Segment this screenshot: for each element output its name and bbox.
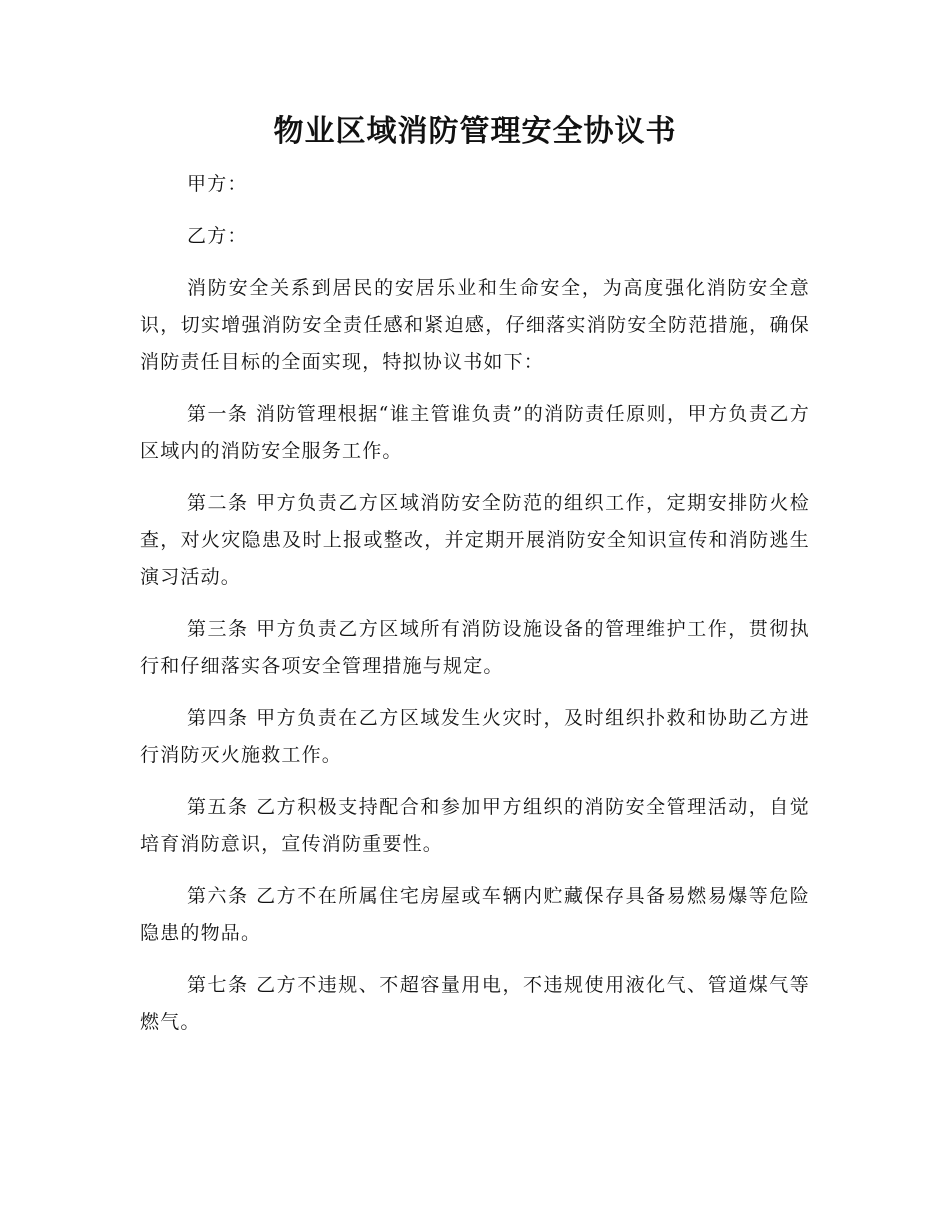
intro-paragraph: 消防安全关系到居民的安居乐业和生命安全，为高度强化消防安全意识，切实增强消防安全责任感和紧迫感，仔细落实消防安全防范措施，确保消防责任目标的全面实现，特拟协议书如下： (140, 277, 810, 373)
article-4: 第四条 甲方负责在乙方区域发生火灾时，及时组织扑救和协助乙方进行消防灭火施救工作。 (140, 707, 810, 766)
article-5: 第五条 乙方积极支持配合和参加甲方组织的消防安全管理活动，自觉培育消防意识，宣传消防重要性。 (140, 796, 810, 855)
article-7: 第七条 乙方不违规、不超容量用电，不违规使用液化气、管道煤气等燃气。 (140, 974, 810, 1033)
article-1: 第一条 消防管理根据“谁主管谁负责”的消防责任原则，甲方负责乙方区域内的消防安全服务工作。 (140, 403, 810, 462)
article-3: 第三条 甲方负责乙方区域所有消防设施设备的管理维护工作，贯彻执行和仔细落实各项安全管理措施与规定。 (140, 618, 810, 677)
document-body (140, 166, 810, 1056)
party-b-line: 乙方： (187, 225, 248, 247)
party-a-line: 甲方： (187, 173, 248, 195)
article-2: 第二条 甲方负责乙方区域消防安全防范的组织工作，定期安排防火检查，对火灾隐患及时上报或整改，并定期开展消防安全知识宣传和消防逃生演习活动。 (140, 492, 810, 588)
document-title: 物业区域消防管理安全协议书 (273, 114, 677, 149)
article-6: 第六条 乙方不在所属住宅房屋或车辆内贮藏保存具备易燃易爆等危险隐患的物品。 (140, 885, 810, 944)
